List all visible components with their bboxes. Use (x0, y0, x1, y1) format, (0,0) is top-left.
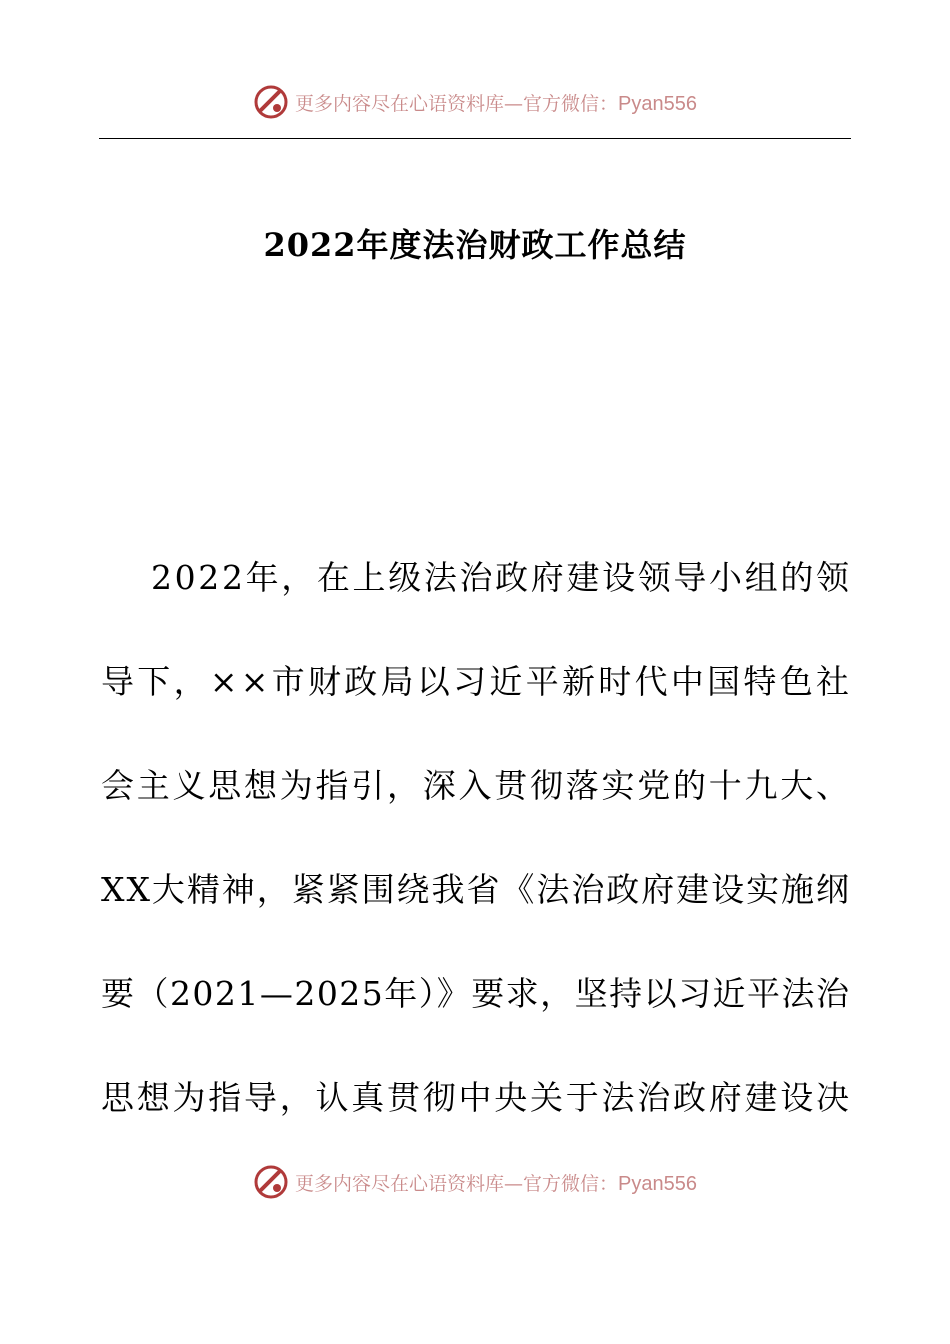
paragraph-line: 思想为指导，认真贯彻中央关于法治政府建设决 (101, 1078, 852, 1117)
watermark-text: 更多内容尽在心语资料库—官方微信：Pyan556 (295, 92, 697, 115)
document-title: 2022年度法治财政工作总结 (263, 226, 687, 264)
footer-watermark (0, 1164, 950, 1200)
pen-logo-icon (253, 1164, 289, 1200)
paragraph-line: 2022年，在上级法治政府建设领导小组的领 (151, 558, 852, 597)
watermark-wechat-id: Pyan556 (618, 92, 697, 115)
paragraph-line: 要（2021—2025年）》要求，坚持以习近平法治 (101, 974, 851, 1013)
pen-logo-icon (253, 84, 289, 120)
watermark-wechat-id: Pyan556 (618, 1172, 697, 1195)
paragraph-line: 导下，××市财政局以习近平新时代中国特色社 (101, 662, 853, 701)
header-watermark (0, 84, 950, 120)
watermark-text: 更多内容尽在心语资料库—官方微信：Pyan556 (295, 1172, 697, 1195)
paragraph-line: XX大精神，紧紧围绕我省《法治政府建设实施纲 (101, 870, 851, 909)
header-divider (99, 138, 851, 139)
paragraph-line: 会主义思想为指引，深入贯彻落实党的十九大、 (101, 766, 852, 805)
document-body (101, 548, 853, 1172)
